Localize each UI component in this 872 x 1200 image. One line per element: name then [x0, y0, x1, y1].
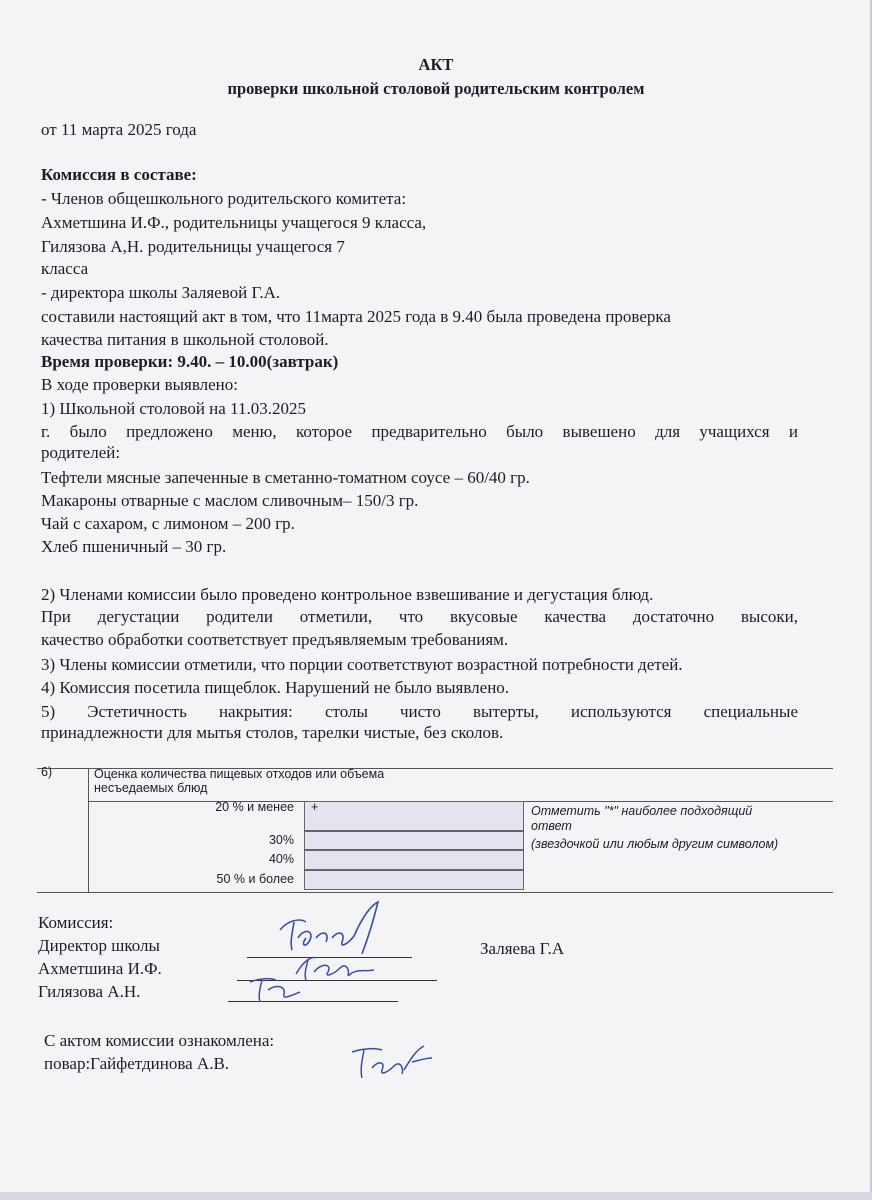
signature-label-director: Директор школы [38, 936, 160, 955]
finding-2-line-2: При дегустации родители отметили, что вкусовые качества достаточно высоки, [41, 607, 798, 626]
cook-name: повар:Гайфетдинова А.В. [44, 1054, 230, 1073]
table-border-bottom [37, 892, 833, 893]
option-label: 20 % и менее [215, 800, 294, 814]
signature-label-member-1: Ахметшина И.Ф. [38, 959, 162, 978]
finding-1-line-3: родителей: [41, 443, 121, 462]
commission-director: - директора школы Заляевой Г.А. [41, 283, 281, 302]
table-col-divider [88, 768, 89, 893]
table-note-line-1: Отметить "*" наиболее подходящий [531, 804, 753, 818]
finding-5-line-1: 5) Эстетичность накрытия: столы чисто вытерты, используются специальные [41, 702, 798, 721]
finding-5-line-2: принадлежности для мытья столов, тарелки чистые, без сколов. [41, 723, 504, 742]
cook-signature [346, 1040, 436, 1084]
table-question-line-1: Оценка количества пищевых отходов или объема [94, 767, 385, 781]
commission-members-intro: - Членов общешкольного родительского комитета: [41, 189, 407, 208]
table-question-line-2: несъедаемых блюд [94, 781, 208, 795]
table-note-line-2: ответ [531, 819, 572, 833]
finding-1-line-1: 1) Школьной столовой на 11.03.2025 [41, 399, 306, 418]
finding-2-line-1: 2) Членами комиссии было проведено контрольное взвешивание и дегустация блюд. [41, 585, 654, 604]
commission-compiled-line-1: составили настоящий акт в том, что 11марта 2025 года в 9.40 была проведена проверка [41, 307, 671, 326]
finding-3: 3) Члены комиссии отметили, что порции соответствуют возрастной потребности детей. [41, 655, 683, 674]
commission-compiled-line-2: качества питания в школьной столовой. [41, 330, 329, 349]
menu-item: Тефтели мясные запеченные в сметанно-томатном соусе – 60/40 гр. [41, 468, 530, 487]
director-name: Заляева Г.А [480, 939, 565, 958]
commission-member-2: Гилязова А,Н. родительницы учащегося 7 [41, 237, 345, 256]
commission-heading: Комиссия в составе: [41, 165, 197, 184]
menu-item: Чай с сахаром, с лимоном – 200 гр. [41, 514, 295, 533]
answer-box[interactable] [304, 850, 524, 870]
finding-1-line-2: г. было предложено меню, которое предварительно было вывешено для учащихся и [41, 422, 798, 441]
option-label: 40% [268, 852, 294, 866]
answer-box[interactable] [304, 870, 524, 890]
member-2-signature [246, 972, 306, 1006]
document-date: от 11 марта 2025 года [41, 120, 197, 139]
menu-item: Хлеб пшеничный – 30 гр. [41, 537, 227, 556]
table-row-number: 6) [41, 765, 53, 779]
option-label: 50 % и более [216, 872, 294, 886]
answer-box[interactable] [304, 831, 524, 850]
commission-member-2-cont: класса [41, 259, 89, 278]
finding-2-line-3: качество обработки соответствует предъявляемым требованиям. [41, 630, 509, 649]
inspection-time: Время проверки: 9.40. – 10.00(завтрак) [41, 352, 339, 371]
answer-box[interactable] [304, 801, 524, 831]
acquainted-text: С актом комиссии ознакомлена: [44, 1031, 275, 1050]
option-label: 30% [268, 833, 294, 847]
commission-member-1: Ахметшина И.Ф., родительницы учащегося 9 класса, [41, 213, 427, 232]
finding-4: 4) Комиссия посетила пищеблок. Нарушений не было выявлено. [41, 678, 510, 697]
scan-edge [0, 1192, 872, 1200]
option-mark: + [311, 800, 319, 814]
table-note-line-3: (звездочкой или любым другим символом) [531, 837, 779, 851]
document-title: АКТ [418, 55, 454, 74]
findings-intro: В ходе проверки выявлено: [41, 375, 238, 394]
menu-item: Макароны отварные с маслом сливочным– 150/3 гр. [41, 491, 419, 510]
signature-label-member-2: Гилязова А.Н. [38, 982, 141, 1001]
signatures-heading: Комиссия: [38, 913, 114, 932]
document-subtitle: проверки школьной столовой родительским контролем [227, 79, 645, 98]
